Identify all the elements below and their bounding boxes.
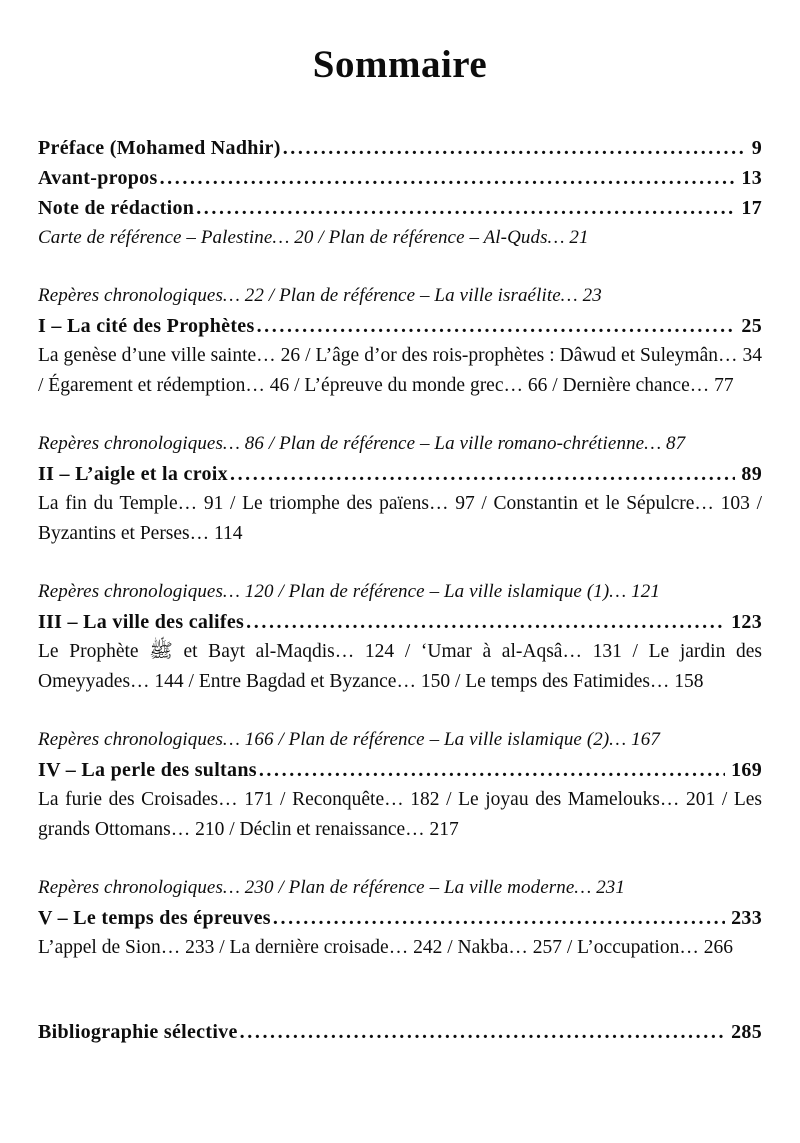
toc-entry-chapter-3 bbox=[38, 607, 762, 637]
chapter-page: 233 bbox=[731, 907, 762, 929]
section-intro: Repères chronologiques… 166 / Plan de référence – La ville islamique (2)… 167 bbox=[38, 729, 660, 750]
toc-entry-chapter-2 bbox=[38, 459, 762, 489]
toc-entry-label: Préface (Mohamed Nadhir) bbox=[38, 137, 281, 159]
reference-maps-note: Carte de référence – Palestine… 20 / Plan de référence – Al-Quds… 21 bbox=[38, 227, 589, 248]
section-chapter-5 bbox=[38, 873, 762, 963]
section-chapter-1 bbox=[38, 281, 762, 401]
chapter-subsections: La genèse d’une ville sainte… 26 / L’âge d’or des rois-prophètes : Dâwud et Suleymân… 34 / Égarement et rédemption… 46 / L’épreuve du monde grec… 66 / Dernière chance… 77 bbox=[38, 345, 762, 396]
section-chapter-2 bbox=[38, 429, 762, 549]
chapter-title: V – Le temps des épreuves bbox=[38, 907, 271, 929]
toc-entry-page: 17 bbox=[741, 197, 762, 219]
bibliography-label: Bibliographie sélective bbox=[38, 1021, 238, 1043]
bibliography-page: 285 bbox=[731, 1021, 762, 1043]
chapter-page: 123 bbox=[731, 611, 762, 633]
section-intro: Repères chronologiques… 120 / Plan de référence – La ville islamique (1)… 121 bbox=[38, 581, 660, 602]
toc-entry-label: Note de rédaction bbox=[38, 197, 195, 219]
dot-leader bbox=[196, 193, 735, 223]
chapter-page: 25 bbox=[741, 315, 762, 337]
toc-entry-page: 9 bbox=[751, 137, 762, 159]
dot-leader bbox=[257, 311, 736, 341]
dot-leader bbox=[240, 1017, 725, 1047]
toc-entry-label: Avant-propos bbox=[38, 167, 158, 189]
chapter-title: IV – La perle des sultans bbox=[38, 759, 257, 781]
dot-leader bbox=[246, 607, 725, 637]
section-intro: Repères chronologiques… 230 / Plan de référence – La ville moderne… 231 bbox=[38, 877, 626, 898]
section-intro: Repères chronologiques… 86 / Plan de référence – La ville romano-chrétienne… 87 bbox=[38, 433, 686, 454]
page-title: Sommaire bbox=[312, 43, 488, 86]
toc-entry-chapter-4 bbox=[38, 755, 762, 785]
section-chapter-3 bbox=[38, 577, 762, 697]
toc-entry-avant-propos bbox=[38, 163, 762, 193]
dot-leader bbox=[160, 163, 736, 193]
chapter-title: II – L’aigle et la croix bbox=[38, 463, 228, 485]
section-chapter-4 bbox=[38, 725, 762, 845]
toc-entry-bibliography bbox=[38, 1017, 762, 1047]
chapter-subsections: La furie des Croisades… 171 / Reconquête… 182 / Le joyau des Mamelouks… 201 / Les grands Ottomans… 210 / Déclin et renaissance… 217 bbox=[38, 789, 762, 840]
chapter-title: I – La cité des Prophètes bbox=[38, 315, 255, 337]
chapter-subsections: La fin du Temple… 91 / Le triomphe des païens… 97 / Constantin et le Sépulcre… 103 / Byzantins et Perses… 114 bbox=[38, 493, 762, 544]
section-intro: Repères chronologiques… 22 / Plan de référence – La ville israélite… 23 bbox=[38, 285, 602, 306]
chapter-page: 89 bbox=[741, 463, 762, 485]
front-matter bbox=[38, 133, 762, 253]
toc-entry-note-de-redaction bbox=[38, 193, 762, 223]
chapter-subsections: Le Prophète ﷺ et Bayt al-Maqdis… 124 / ‘Umar à al-Aqsâ… 131 / Le jardin des Omeyyades… 144 / Entre Bagdad et Byzance… 150 / Le temps des Fatimides… 158 bbox=[38, 641, 762, 692]
toc-entry-chapter-5 bbox=[38, 903, 762, 933]
dot-leader bbox=[273, 903, 725, 933]
chapter-subsections: L’appel de Sion… 233 / La dernière croisade… 242 / Nakba… 257 / L’occupation… 266 bbox=[38, 937, 733, 958]
toc-entry-preface bbox=[38, 133, 762, 163]
dot-leader bbox=[259, 755, 725, 785]
dot-leader bbox=[283, 133, 746, 163]
dot-leader bbox=[230, 459, 735, 489]
chapter-title: III – La ville des califes bbox=[38, 611, 245, 633]
toc-entry-page: 13 bbox=[741, 167, 762, 189]
bibliography-entry bbox=[38, 1017, 762, 1047]
chapter-page: 169 bbox=[731, 759, 762, 781]
toc-entry-chapter-1 bbox=[38, 311, 762, 341]
